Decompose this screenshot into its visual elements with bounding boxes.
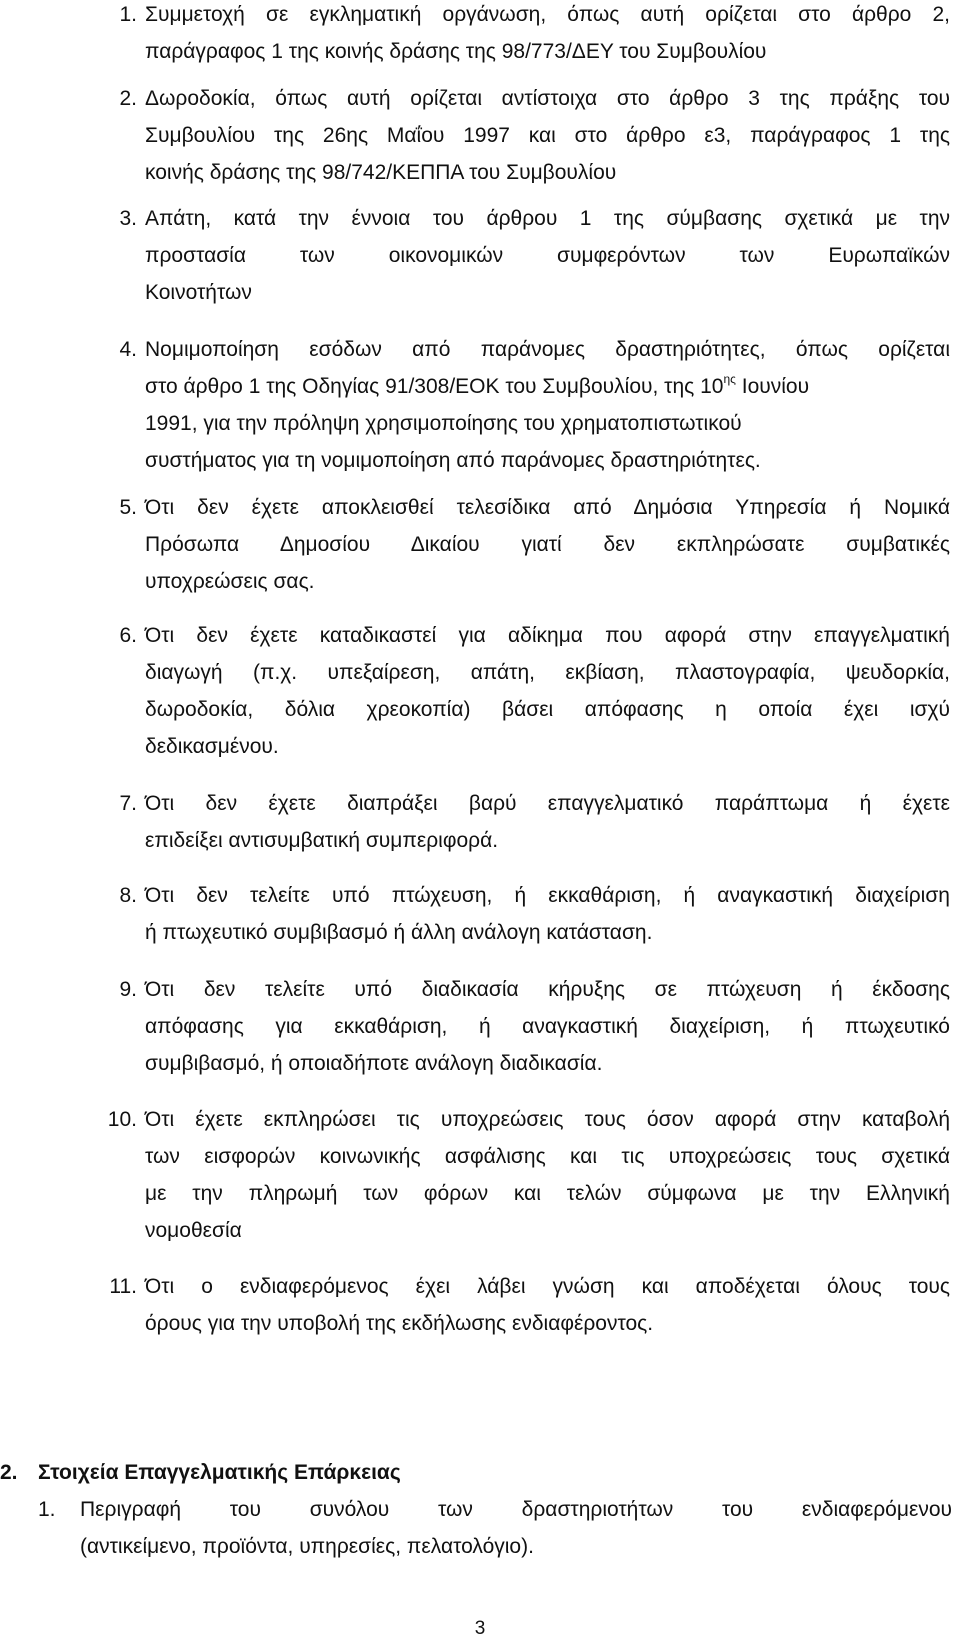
text-line: νομοθεσία <box>145 1219 242 1242</box>
ordinal-suffix: ης <box>723 372 736 386</box>
item-number: 9. <box>119 978 137 1001</box>
section-number: 2. <box>0 1461 18 1484</box>
text-line-end: Ιουνίου <box>735 375 810 398</box>
text-line: κοινής δράσης της 98/742/ΚΕΠΠΑ του Συμβουλίου <box>145 161 617 184</box>
text-line: Ότι δεν τελείτε υπό διαδικασία κήρυξης σε πτώχευση ή έκδοσης <box>145 978 950 1001</box>
item-number: 1. <box>119 3 137 26</box>
text-line: Ότι έχετε εκπληρώσει τις υποχρεώσεις τους όσον αφορά στην καταβολή <box>145 1108 950 1131</box>
text-line: παράγραφος 1 της κοινής δράσης της 98/773/ΔΕΥ του Συμβουλίου <box>145 40 767 63</box>
text-line: υποχρεώσεις σας. <box>145 570 315 593</box>
text-line: Νομιμοποίηση εσόδων από παράνομες δραστηριότητες, όπως ορίζεται <box>145 338 950 361</box>
item-number: 4. <box>119 338 137 361</box>
text-line: Απάτη, κατά την έννοια του άρθρου 1 της σύμβασης σχετικά με την <box>145 207 950 230</box>
item-text <box>145 80 950 191</box>
text-line: (αντικείμενο, προϊόντα, υπηρεσίες, πελατολόγιο). <box>80 1535 534 1558</box>
text-line: με την πληρωμή των φόρων και τελών σύμφωνα με την Ελληνική <box>145 1182 950 1205</box>
item-number: 5. <box>119 496 137 519</box>
item-number: 11. <box>109 1275 137 1298</box>
item-number: 1. <box>38 1498 56 1521</box>
item-text <box>80 1491 952 1565</box>
item-number: 6. <box>119 624 137 647</box>
text-line: Ότι δεν έχετε καταδικαστεί για αδίκημα που αφορά στην επαγγελματική <box>145 624 950 647</box>
text-line: Κοινοτήτων <box>145 281 252 304</box>
item-text <box>145 331 950 479</box>
item-text <box>145 0 950 70</box>
item-number: 8. <box>119 884 137 907</box>
text-line: απόφασης για εκκαθάριση, ή αναγκαστική διαχείριση, ή πτωχευτικό <box>145 1015 950 1038</box>
text-line: συστήματος για τη νομιμοποίηση από παράνομες δραστηριότητες. <box>145 449 761 472</box>
text-line: Ότι δεν έχετε αποκλεισθεί τελεσίδικα από Δημόσια Υπηρεσία ή Νομικά <box>145 496 950 519</box>
text-line: Περιγραφή του συνόλου των δραστηριοτήτων του ενδιαφερόμενου <box>80 1498 952 1521</box>
item-text <box>145 489 950 600</box>
section-title: Στοιχεία Επαγγελματικής Επάρκειας <box>38 1461 401 1484</box>
text-line: επιδείξει αντισυμβατική συμπεριφορά. <box>145 829 499 852</box>
item-text <box>145 617 950 765</box>
text-line: 1991, για την πρόληψη χρησιμοποίησης του χρηματοπιστωτικού <box>145 412 742 435</box>
item-number: 7. <box>119 792 137 815</box>
text-line: Ότι ο ενδιαφερόμενος έχει λάβει γνώση και αποδέχεται όλους τους <box>145 1275 950 1298</box>
item-text <box>145 200 950 311</box>
item-number: 2. <box>119 87 137 110</box>
item-text <box>145 971 950 1082</box>
text-line: Ότι δεν τελείτε υπό πτώχευση, ή εκκαθάριση, ή αναγκαστική διαχείριση <box>145 884 950 907</box>
text-line: διαγωγή (π.χ. υπεξαίρεση, απάτη, εκβίαση, πλαστογραφία, ψευδορκία, <box>145 661 950 684</box>
text-line: Ότι δεν έχετε διαπράξει βαρύ επαγγελματικό παράπτωμα ή έχετε <box>145 792 950 815</box>
text-line-start: στο άρθρο 1 της Οδηγίας 91/308/ΕΟΚ του Συμβουλίου, της 10 <box>145 375 724 398</box>
text-line: Συμβουλίου της 26ης Μαΐου 1997 και στο άρθρο ε3, παράγραφος 1 της <box>145 124 950 147</box>
text-line: Συμμετοχή σε εγκληματική οργάνωση, όπως αυτή ορίζεται στο άρθρο 2, <box>145 3 950 26</box>
item-number: 3. <box>119 207 137 230</box>
text-line <box>145 368 950 405</box>
text-line: προστασία των οικονομικών συμφερόντων των Ευρωπαϊκών <box>145 244 950 267</box>
item-text <box>145 877 950 951</box>
text-line: Πρόσωπα Δημοσίου Δικαίου γιατί δεν εκπληρώσατε συμβατικές <box>145 533 950 556</box>
text-line: ή πτωχευτικό συμβιβασμό ή άλλη ανάλογη κατάσταση. <box>145 921 653 944</box>
item-number: 10. <box>107 1108 137 1131</box>
item-text <box>145 1101 950 1249</box>
text-line: δωροδοκία, δόλια χρεοκοπία) βάσει απόφασης η οποία έχει ισχύ <box>145 698 950 721</box>
item-text <box>145 785 950 859</box>
page-number: 3 <box>474 1618 486 1639</box>
text-line: όρους για την υποβολή της εκδήλωσης ενδιαφέροντος. <box>145 1312 654 1335</box>
text-line: Δωροδοκία, όπως αυτή ορίζεται αντίστοιχα στο άρθρο 3 της πράξης του <box>145 87 950 110</box>
item-text <box>145 1268 950 1342</box>
text-line: συμβιβασμό, ή οποιαδήποτε ανάλογη διαδικασία. <box>145 1052 603 1075</box>
text-line: δεδικασμένου. <box>145 735 279 758</box>
text-line: των εισφορών κοινωνικής ασφάλισης και τις υποχρεώσεις τους σχετικά <box>145 1145 950 1168</box>
